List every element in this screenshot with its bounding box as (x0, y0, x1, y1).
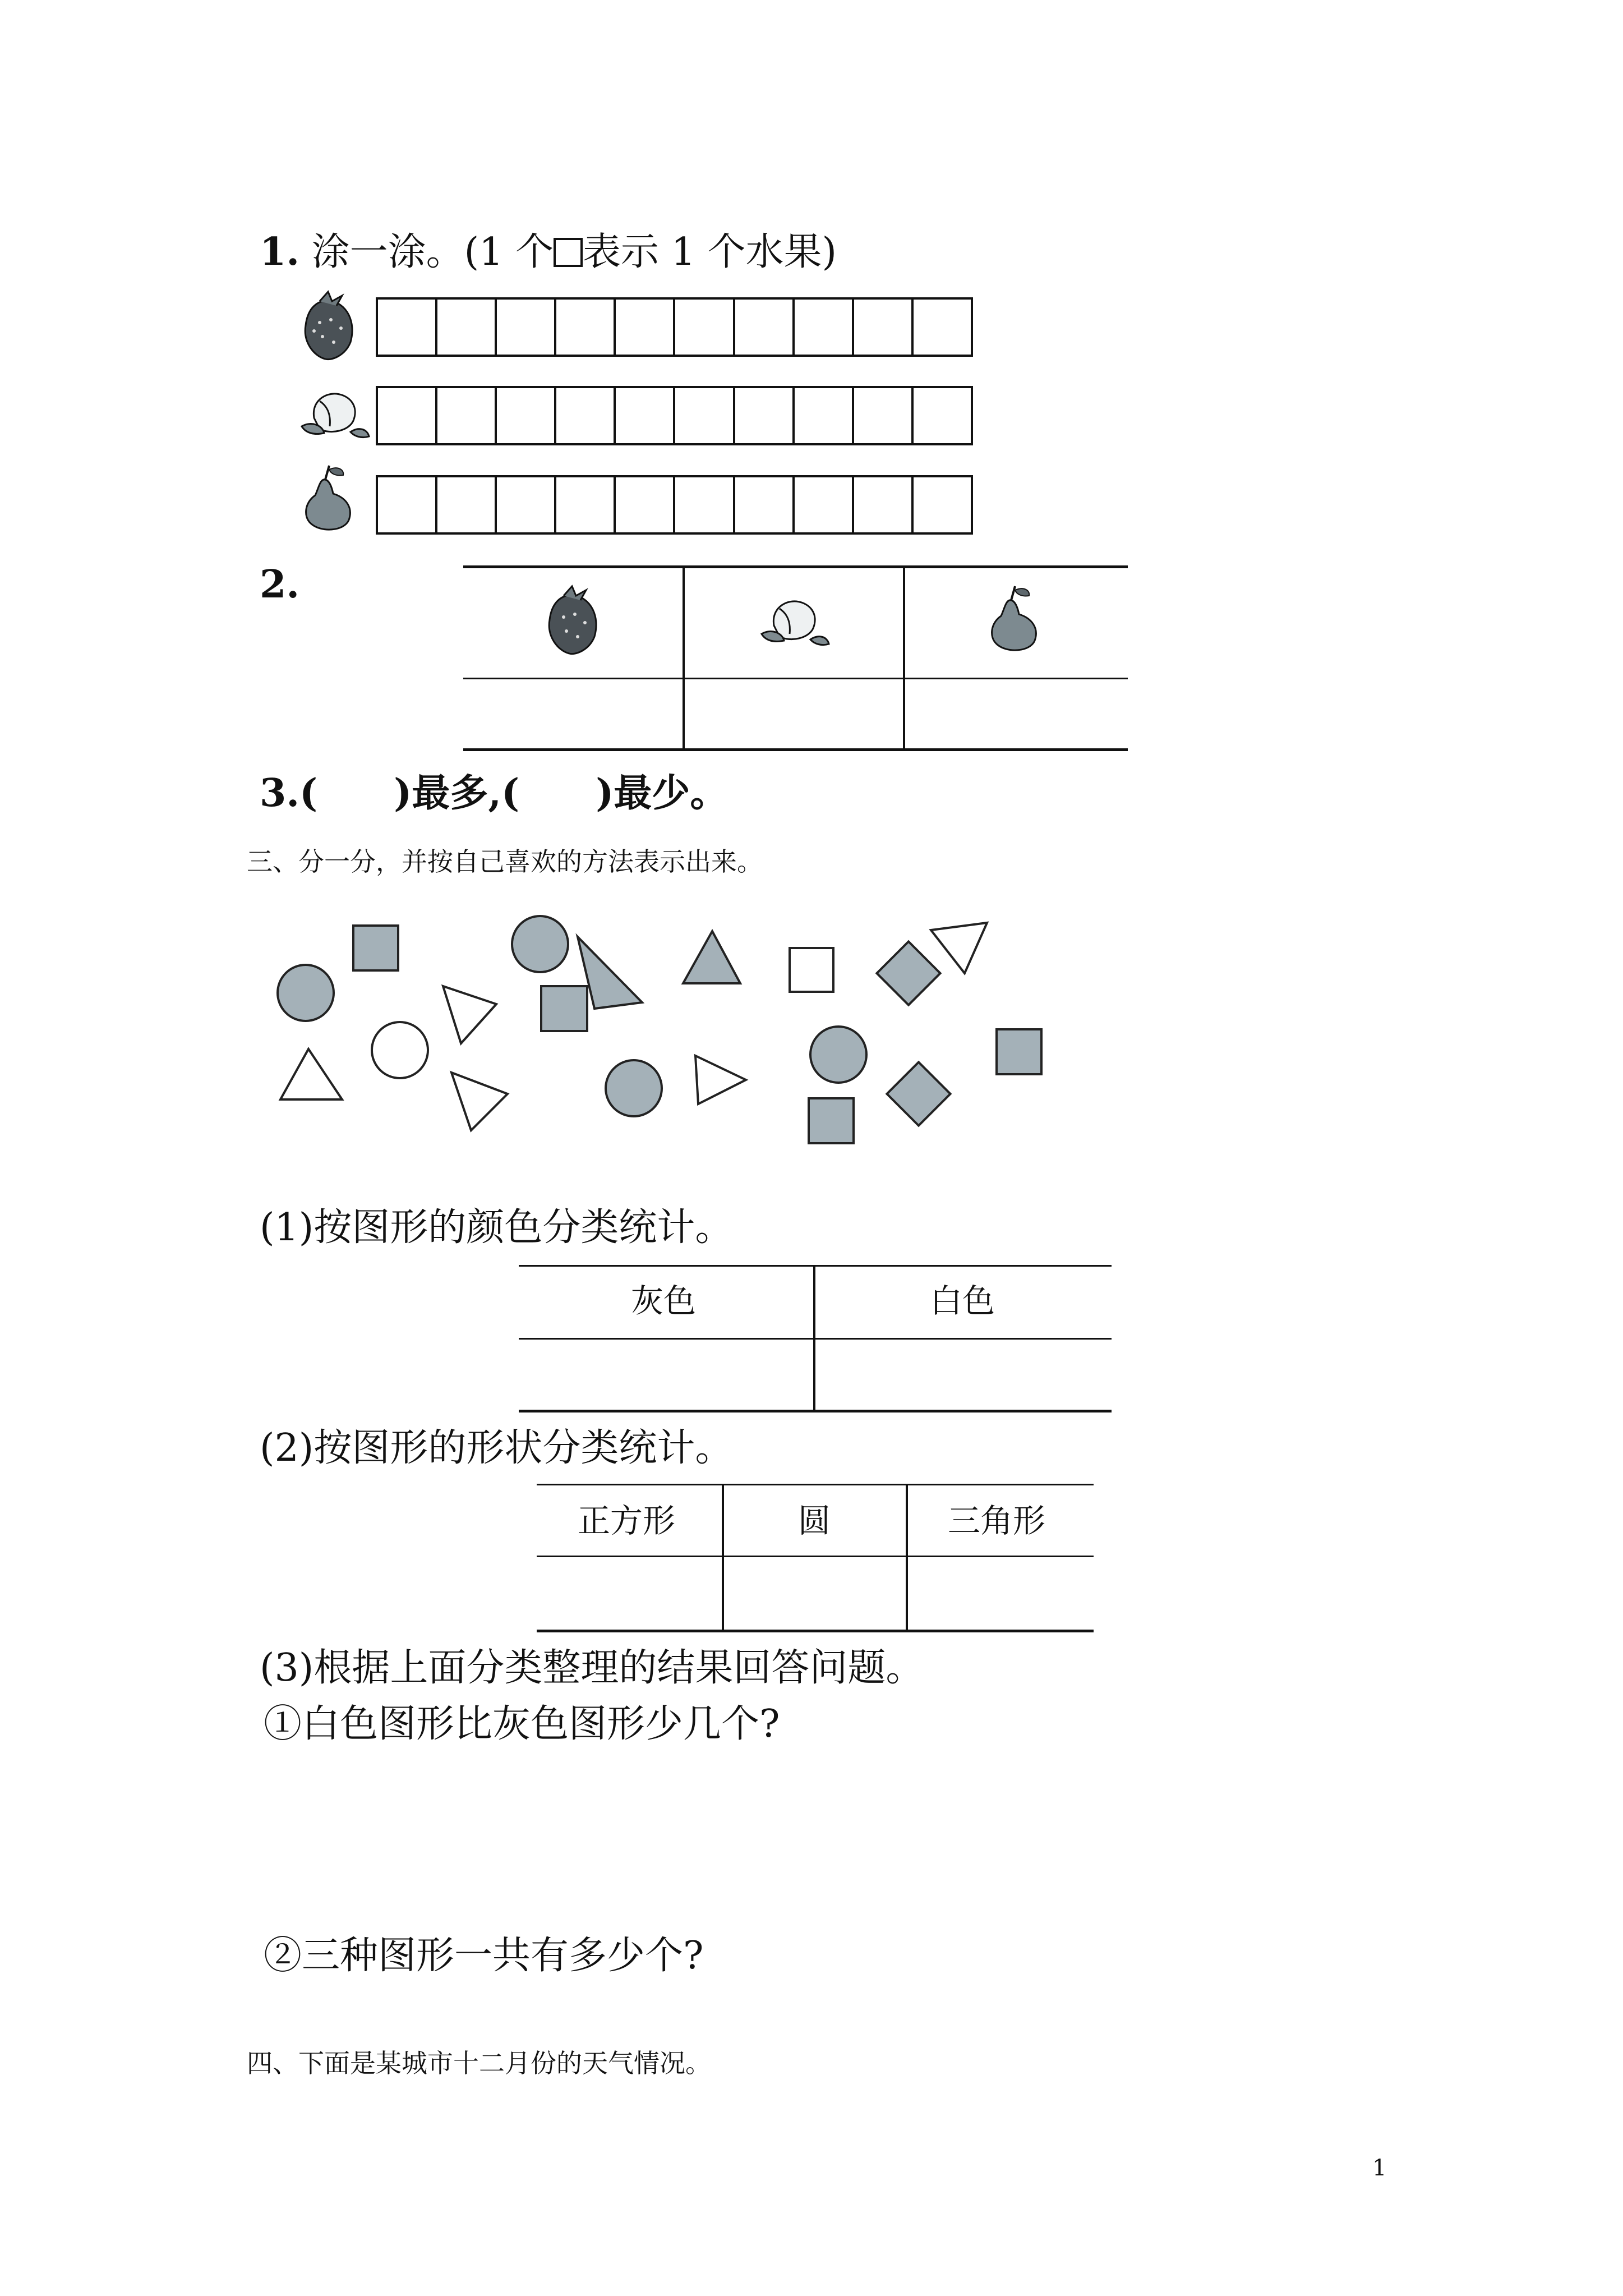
q3-line (260, 771, 728, 816)
table1-cell-white[interactable] (817, 1341, 1109, 1407)
white-circle (372, 1022, 428, 1078)
white-triangle (695, 1056, 746, 1104)
box[interactable] (556, 388, 616, 443)
box[interactable] (556, 300, 616, 355)
box[interactable] (497, 300, 556, 355)
sub-question-2: (2)按图形的形状分类统计。 (260, 1426, 734, 1470)
table2-divider (722, 1485, 724, 1630)
square-symbol (554, 238, 583, 267)
box[interactable] (795, 388, 854, 443)
box[interactable] (914, 388, 971, 443)
table2-divider (906, 1485, 908, 1630)
peach-icon (297, 381, 370, 443)
q2-table-divider (683, 567, 685, 749)
box[interactable] (854, 477, 914, 532)
box[interactable] (378, 477, 437, 532)
box[interactable] (795, 477, 854, 532)
sub-question-3: (3)根据上面分类整理的结果回答问题。 (260, 1646, 924, 1690)
table1-cell-gray[interactable] (522, 1341, 810, 1407)
table2-header-square: 正方形 (578, 1502, 676, 1540)
white-square (790, 948, 833, 992)
box[interactable] (854, 388, 914, 443)
q2-table-divider (903, 567, 905, 749)
box[interactable] (675, 300, 735, 355)
peach-boxes (376, 386, 973, 445)
pear-icon (298, 463, 360, 536)
table2-cell-square[interactable] (540, 1558, 719, 1627)
q1-line (260, 229, 837, 274)
white-triangle (931, 923, 987, 973)
box[interactable] (675, 477, 735, 532)
white-triangle (443, 986, 496, 1043)
box[interactable] (735, 300, 795, 355)
box[interactable] (616, 300, 675, 355)
q2-table-bottom (463, 748, 1128, 751)
gray-triangle (683, 931, 740, 983)
gray-square (887, 1062, 950, 1125)
q3-number: 3. (260, 771, 299, 816)
table2-bottom (537, 1630, 1094, 1632)
table1-header-gray: 灰色 (631, 1282, 697, 1320)
q1-text: 涂一涂。(1 个 (311, 230, 554, 274)
white-triangle (280, 1049, 342, 1099)
gray-square (809, 1098, 854, 1143)
q1-text-2: 表示 1 个水果) (583, 230, 837, 274)
box[interactable] (854, 300, 914, 355)
table2-cell-circle[interactable] (725, 1558, 903, 1627)
peach-icon (757, 589, 830, 651)
section-3-heading: 三、分一分，并按自己喜欢的方法表示出来。 (247, 846, 763, 877)
gray-circle (606, 1060, 662, 1116)
q2-number: 2. (260, 562, 299, 607)
box[interactable] (497, 477, 556, 532)
box[interactable] (675, 388, 735, 443)
q1-number: 1. (260, 229, 299, 274)
shapes-figure (264, 903, 1082, 1156)
table2-header-triangle: 三角形 (948, 1502, 1046, 1540)
box[interactable] (378, 300, 437, 355)
gray-square (997, 1029, 1041, 1074)
table1-divider (813, 1267, 815, 1410)
box[interactable] (437, 300, 497, 355)
box[interactable] (437, 388, 497, 443)
pear-boxes (376, 475, 973, 535)
box[interactable] (735, 477, 795, 532)
box[interactable] (735, 388, 795, 443)
strawberry-icon (297, 289, 359, 362)
gray-square (353, 926, 398, 970)
question-a: ①白色图形比灰色图形少几个? (264, 1702, 780, 1746)
table2-cell-triangle[interactable] (909, 1558, 1091, 1627)
strawberry-boxes (376, 297, 973, 357)
box[interactable] (914, 300, 971, 355)
box[interactable] (795, 300, 854, 355)
box[interactable] (556, 477, 616, 532)
page-number: 1 (1372, 2155, 1387, 2181)
gray-square (877, 941, 940, 1005)
box[interactable] (914, 477, 971, 532)
gray-circle (810, 1027, 866, 1083)
box[interactable] (378, 388, 437, 443)
q2-table-top (463, 565, 1128, 568)
table2-header-circle: 圆 (798, 1502, 831, 1540)
white-triangle (451, 1073, 508, 1130)
table2-mid (537, 1556, 1094, 1557)
gray-circle (278, 965, 334, 1021)
q3-text: ( )最多,( )最少。 (299, 771, 728, 816)
box[interactable] (616, 477, 675, 532)
strawberry-icon (541, 583, 603, 656)
pear-icon (984, 583, 1046, 656)
box[interactable] (616, 388, 675, 443)
box[interactable] (497, 388, 556, 443)
table2-top (537, 1484, 1094, 1485)
section-4-heading: 四、下面是某城市十二月份的天气情况。 (247, 2048, 711, 2078)
question-b: ②三种图形一共有多少个? (264, 1934, 704, 1978)
table1-header-white: 白色 (930, 1282, 995, 1320)
box[interactable] (437, 477, 497, 532)
q2-table-mid (463, 678, 1128, 679)
sub-question-1: (1)按图形的颜色分类统计。 (260, 1205, 734, 1250)
gray-square (541, 986, 587, 1031)
gray-circle (512, 916, 568, 972)
